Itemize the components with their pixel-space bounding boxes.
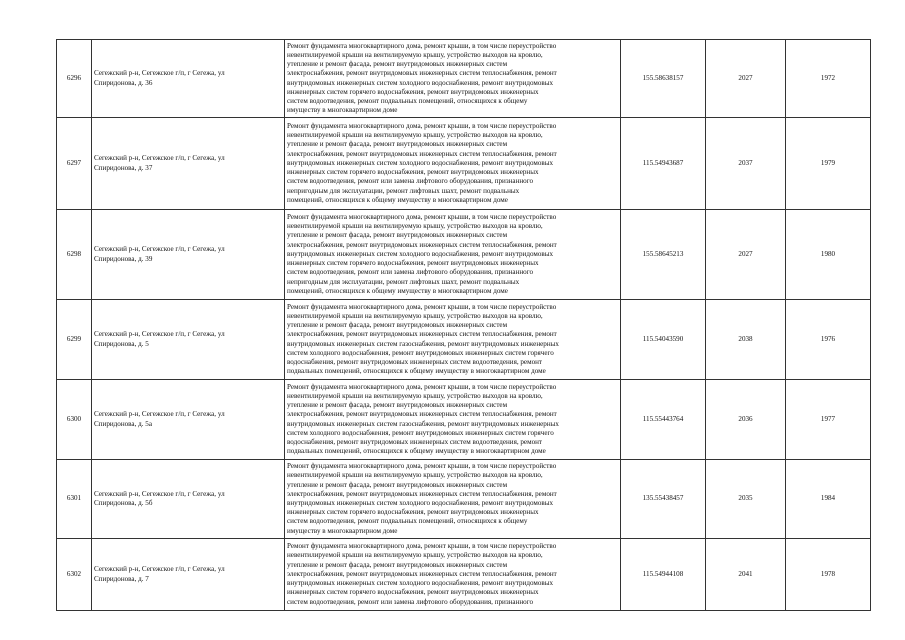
area-cell: 115.55443764 xyxy=(621,380,706,460)
repair-year-cell: 2035 xyxy=(706,460,786,539)
works-text: Ремонт фундамента многоквартирного дома, ремонт крыши, в том числе переустройство невентилируемой крыши на вентилируемую крышу, устройство выходов на кровлю, утепление и ремонт фасада, ремонт внутридомовых инженерных систем электроснабжения, ремонт внутридомовых инженерных систем теплоснабжения, ремонт внутридомовых инженерных систем холодного водоснабжения, ремонт внутридомовых инженерных систем горячего водоснабжения, ремонт внутридомовых инженерных систем водоотведения, ремонт или замена лифтового оборудования, признанного xyxy=(287,542,557,606)
built-year-cell: 1972 xyxy=(786,40,871,118)
works-text: Ремонт фундамента многоквартирного дома, ремонт крыши, в том числе переустройство невентилируемой крыши на вентилируемую крышу, устройство выходов на кровлю, утепление и ремонт фасада, ремонт внутридомовых инженерных систем электроснабжения, ремонт внутридомовых инженерных систем теплоснабжения, ремонт внутридомовых инженерных систем холодного водоснабжения, ремонт внутридомовых инженерных систем горячего водоснабжения, ремонт внутридомовых инженерных систем водоотведения, ремонт подвальных помещений, относящихся к общему имуществу в многоквартирном доме xyxy=(287,462,557,535)
works-cell xyxy=(285,539,621,611)
works-text: Ремонт фундамента многоквартирного дома, ремонт крыши, в том числе переустройство невентилируемой крыши на вентилируемую крышу, устройство выходов на кровлю, утепление и ремонт фасада, ремонт внутридомовых инженерных систем электроснабжения, ремонт внутридомовых инженерных систем теплоснабжения, ремонт внутридомовых инженерных систем газоснабжения, ремонт внутридомовых инженерных систем холодного водоснабжения, ремонт внутридомовых инженерных систем горячего водоснабжения, ремонт внутридомовых инженерных систем водоотведения, ремонт подвальных помещений, относящихся к общему имуществу в многоквартирном доме xyxy=(287,302,559,376)
address-cell xyxy=(92,118,285,210)
table-row xyxy=(57,40,871,118)
area-cell: 155.58645213 xyxy=(621,210,706,300)
built-year-cell: 1977 xyxy=(786,380,871,460)
row-number: 6298 xyxy=(57,210,92,300)
address-text: Сегежский р-н, Сегежское г/п, г Сегежа, ул Спиридонова, д. 36 xyxy=(94,69,225,87)
area-cell: 115.54944108 xyxy=(621,539,706,611)
row-number: 6297 xyxy=(57,118,92,210)
area-cell: 155.58638157 xyxy=(621,40,706,118)
works-text: Ремонт фундамента многоквартирного дома, ремонт крыши, в том числе переустройство невентилируемой крыши на вентилируемую крышу, устройство выходов на кровлю, утепление и ремонт фасада, ремонт внутридомовых инженерных систем электроснабжения, ремонт внутридомовых инженерных систем теплоснабжения, ремонт внутридомовых инженерных систем холодного водоснабжения, ремонт внутридомовых инженерных систем горячего водоснабжения, ремонт внутридомовых инженерных систем водоотведения, ремонт подвальных помещений, относящихся к общему имуществу в многоквартирном доме xyxy=(287,41,557,115)
address-cell xyxy=(92,539,285,611)
address-cell xyxy=(92,40,285,118)
works-text: Ремонт фундамента многоквартирного дома, ремонт крыши, в том числе переустройство невентилируемой крыши на вентилируемую крышу, устройство выходов на кровлю, утепление и ремонт фасада, ремонт внутридомовых инженерных систем электроснабжения, ремонт внутридомовых инженерных систем теплоснабжения, ремонт внутридомовых инженерных систем холодного водоснабжения, ремонт внутридомовых инженерных систем горячего водоснабжения, ремонт внутридомовых инженерных систем водоотведения, ремонт или замена лифтового оборудования, признанного непригодным для эксплуатации, ремонт лифтовых шахт, ремонт подвальных помещений, относящихся к общему имуществу в многоквартирном доме xyxy=(287,213,557,295)
table-row xyxy=(57,118,871,210)
repair-year-cell: 2027 xyxy=(706,40,786,118)
address-cell xyxy=(92,210,285,300)
row-number: 6301 xyxy=(57,460,92,539)
built-year-cell: 1976 xyxy=(786,300,871,380)
built-year-cell: 1979 xyxy=(786,118,871,210)
address-cell xyxy=(92,300,285,380)
area-cell: 135.55438457 xyxy=(621,460,706,539)
row-number: 6296 xyxy=(57,40,92,118)
repair-year-cell: 2036 xyxy=(706,380,786,460)
address-text: Сегежский р-н, Сегежское г/п, г Сегежа, ул Спиридонова, д. 37 xyxy=(94,154,225,172)
address-text: Сегежский р-н, Сегежское г/п, г Сегежа, ул Спиридонова, д. 39 xyxy=(94,245,225,263)
row-number: 6299 xyxy=(57,300,92,380)
address-cell xyxy=(92,460,285,539)
built-year-cell: 1978 xyxy=(786,539,871,611)
table-row xyxy=(57,460,871,539)
address-text: Сегежский р-н, Сегежское г/п, г Сегежа, ул Спиридонова, д. 5а xyxy=(94,410,225,428)
repair-year-cell: 2038 xyxy=(706,300,786,380)
repair-year-cell: 2041 xyxy=(706,539,786,611)
table-row xyxy=(57,380,871,460)
works-cell xyxy=(285,118,621,210)
repair-year-cell: 2027 xyxy=(706,210,786,300)
capital-repair-table xyxy=(56,39,871,611)
repair-year-cell: 2037 xyxy=(706,118,786,210)
works-cell xyxy=(285,40,621,118)
table-row xyxy=(57,210,871,300)
works-cell xyxy=(285,460,621,539)
table-row xyxy=(57,300,871,380)
row-number: 6302 xyxy=(57,539,92,611)
address-text: Сегежский р-н, Сегежское г/п, г Сегежа, ул Спиридонова, д. 7 xyxy=(94,565,225,583)
built-year-cell: 1984 xyxy=(786,460,871,539)
works-text: Ремонт фундамента многоквартирного дома, ремонт крыши, в том числе переустройство невентилируемой крыши на вентилируемую крышу, устройство выходов на кровлю, утепление и ремонт фасада, ремонт внутридомовых инженерных систем электроснабжения, ремонт внутридомовых инженерных систем теплоснабжения, ремонт внутридомовых инженерных систем газоснабжения, ремонт внутридомовых инженерных систем холодного водоснабжения, ремонт внутридомовых инженерных систем горячего водоснабжения, ремонт внутридомовых инженерных систем водоотведения, ремонт подвальных помещений, относящихся к общему имуществу в многоквартирном доме xyxy=(287,382,559,456)
address-text: Сегежский р-н, Сегежское г/п, г Сегежа, ул Спиридонова, д. 5 xyxy=(94,330,225,348)
works-cell xyxy=(285,300,621,380)
address-cell xyxy=(92,380,285,460)
works-cell xyxy=(285,380,621,460)
area-cell: 115.54043590 xyxy=(621,300,706,380)
works-text: Ремонт фундамента многоквартирного дома, ремонт крыши, в том числе переустройство невентилируемой крыши на вентилируемую крышу, устройство выходов на кровлю, утепление и ремонт фасада, ремонт внутридомовых инженерных систем электроснабжения, ремонт внутридомовых инженерных систем теплоснабжения, ремонт внутридомовых инженерных систем холодного водоснабжения, ремонт внутридомовых инженерных систем горячего водоснабжения, ремонт внутридомовых инженерных систем водоотведения, ремонт или замена лифтового оборудования, признанного непригодным для эксплуатации, ремонт лифтовых шахт, ремонт подвальных помещений, относящихся к общему имуществу в многоквартирном доме xyxy=(287,122,557,204)
table-row xyxy=(57,539,871,611)
address-text: Сегежский р-н, Сегежское г/п, г Сегежа, ул Спиридонова, д. 5б xyxy=(94,489,225,507)
works-cell xyxy=(285,210,621,300)
area-cell: 115.54943687 xyxy=(621,118,706,210)
row-number: 6300 xyxy=(57,380,92,460)
built-year-cell: 1980 xyxy=(786,210,871,300)
